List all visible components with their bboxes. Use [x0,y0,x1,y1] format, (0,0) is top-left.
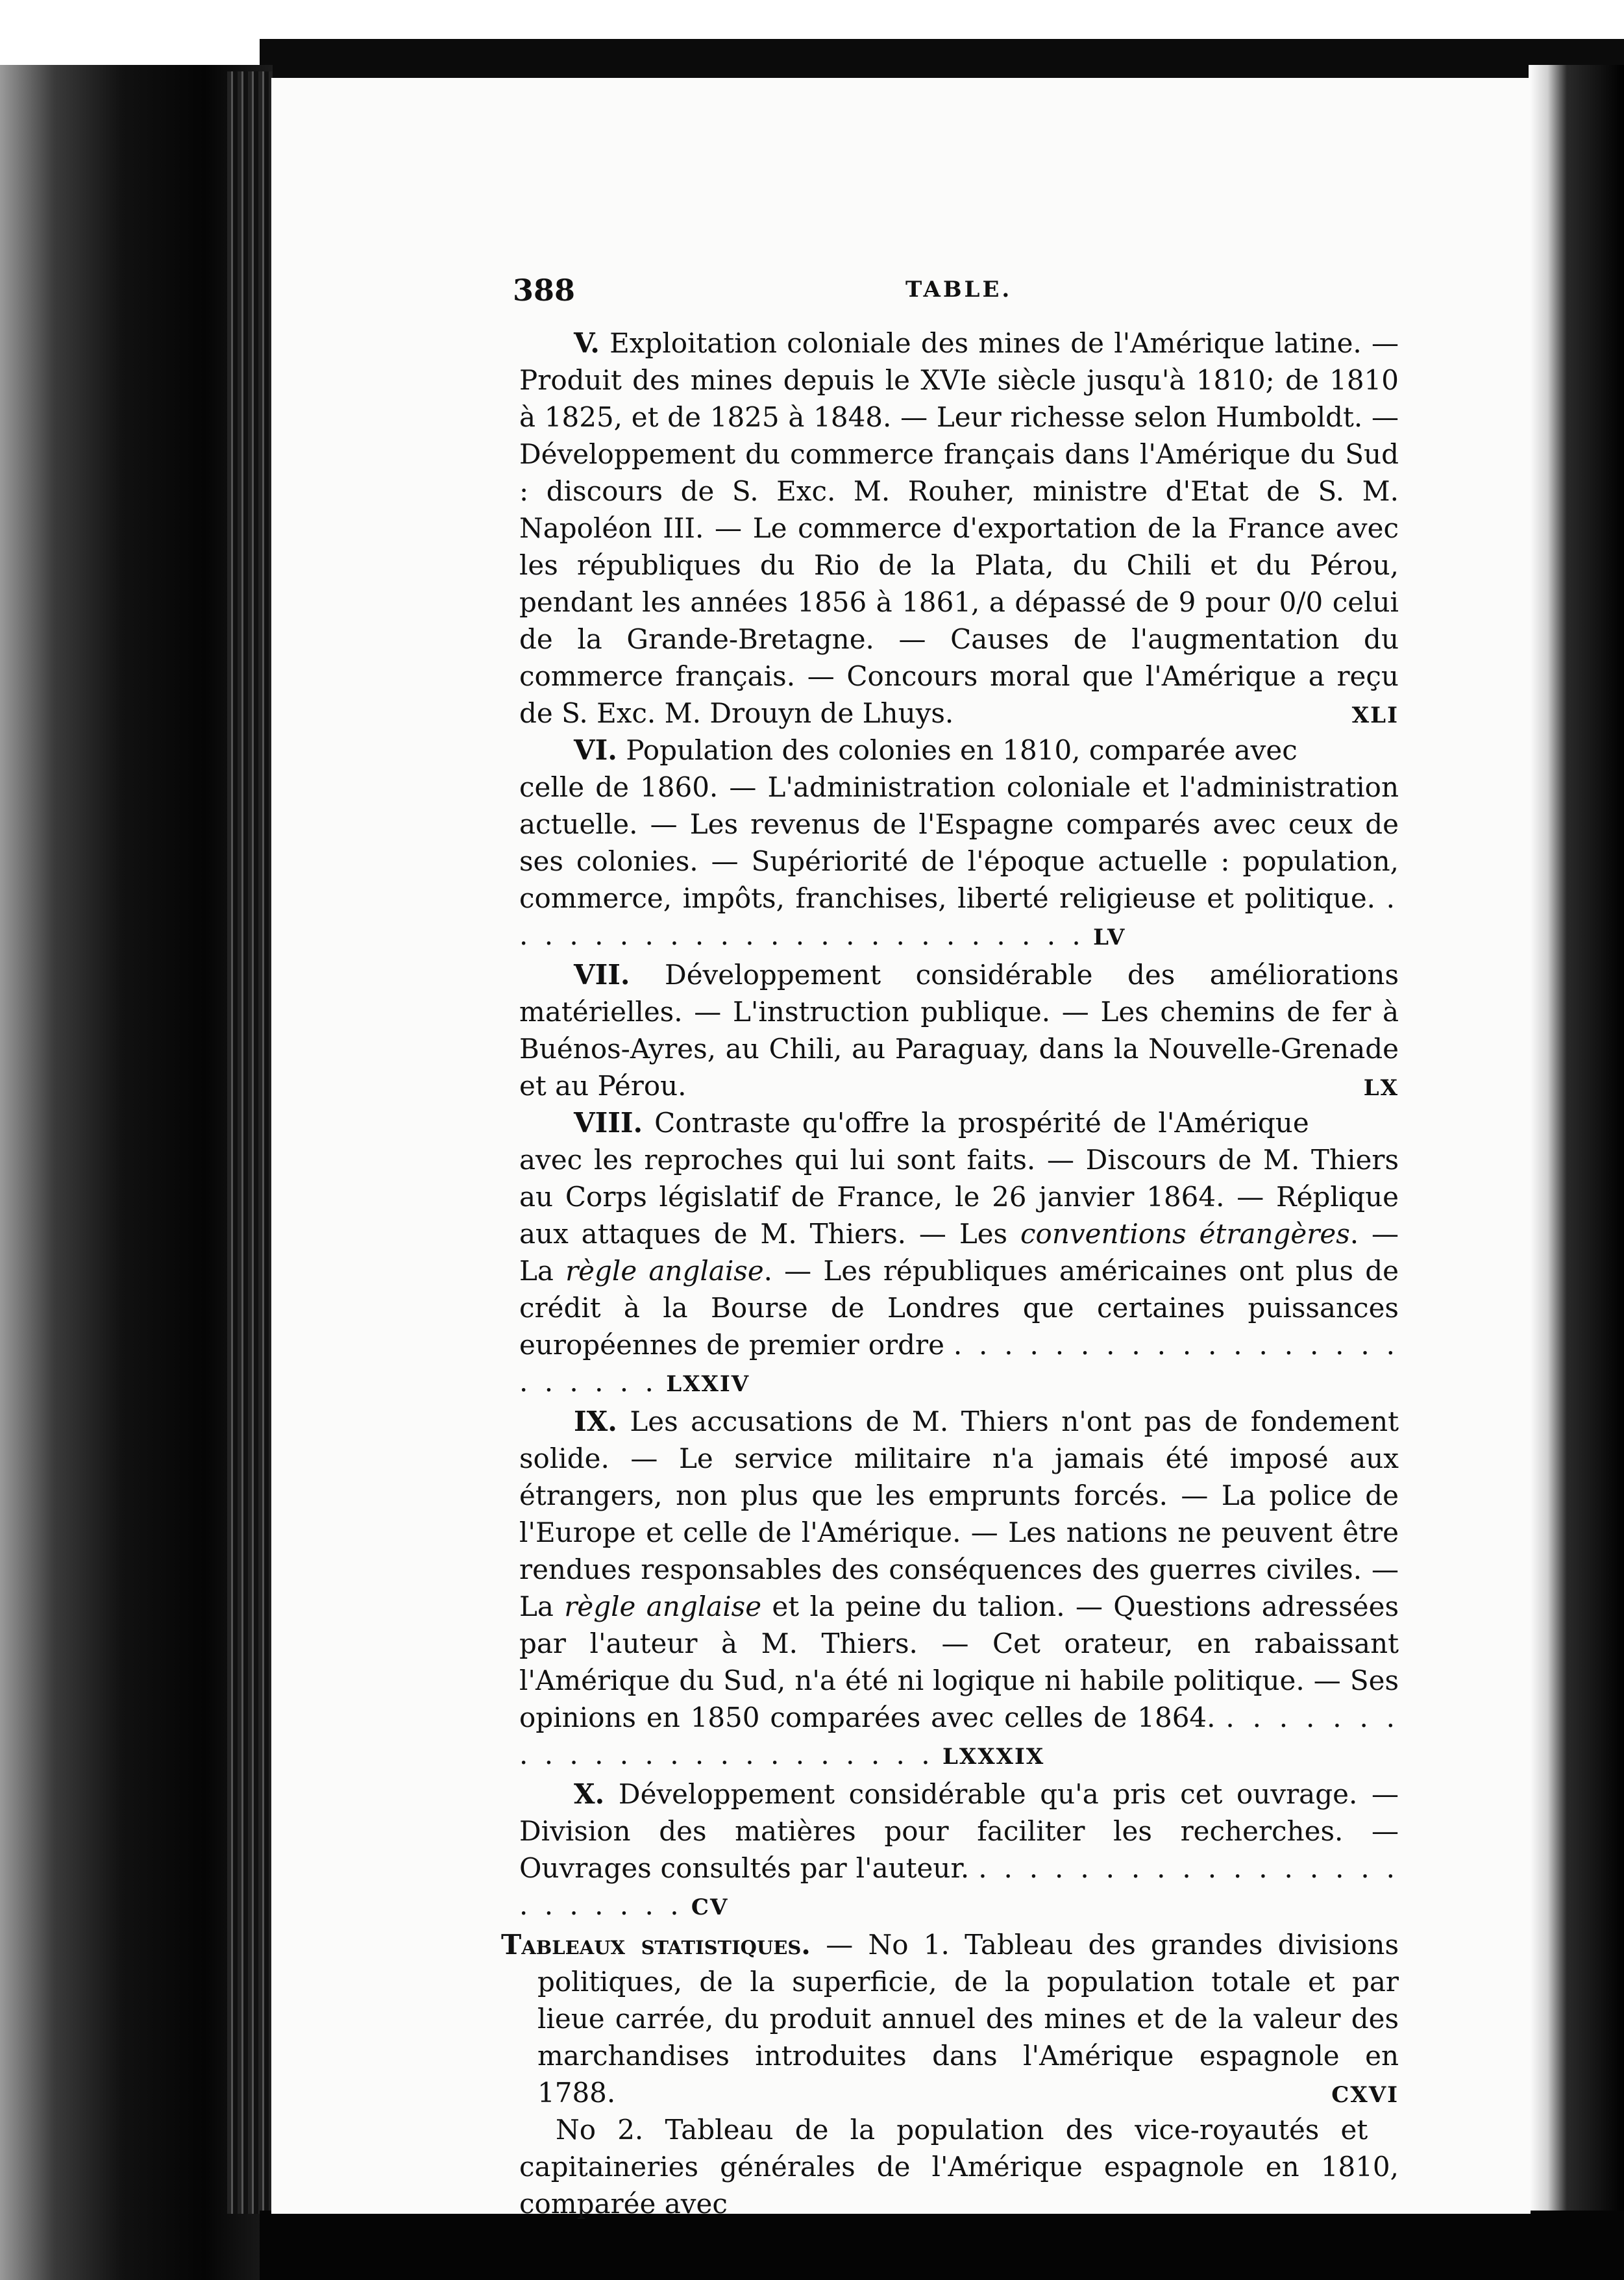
scan-border-right [1529,65,1624,2280]
entry-page-ref: LXXIV [666,1371,750,1397]
entry-label: VII. [574,959,630,991]
entry-label: X. [574,1778,605,1810]
entry-text: Tableau de la population des vice-royautés et capitaineries générales de l'Amérique espagnole en 1810, comparée avec [519,2114,1399,2220]
toc-entry-vii [519,956,1399,1104]
toc-entry-ix [519,1403,1399,1776]
entry-italic: conventions étrangères [1020,1218,1350,1250]
entry-italic: règle anglaise [564,1591,762,1622]
toc-entry-vi [519,732,1399,956]
entry-label: No 2. [556,2114,644,2146]
toc-entry-no2 [519,2111,1399,2222]
entry-label: VI. [574,734,617,766]
entry-text: Exploitation coloniale des mines de l'Amérique latine. — Produit des mines depuis le XVIe siècle jusqu'à 1810; de 1810 à 1825, et de 1825 à 1848. — Leur richesse selon Humboldt. — Développement du commerce français dans l'Amérique du Sud : discours de S. Exc. M. Rouher, ministre d'Etat de S. M. Napoléon III. — Le commerce d'exportation de la France avec les républiques du Rio de la Plata, du Chili et du Pérou, pendant les années 1856 à 1861, a dépassé de 9 pour 0/0 celui de la Grande-Bretagne. — Causes de l'augmentation du commerce français. — Concours moral que l'Amérique a reçu de S. Exc. M. Drouyn de Lhuys. [519,327,1399,729]
entry-text: . — Les républiques américaines ont plus de crédit à la Bourse de Londres que certaines puissances européennes de premier ordre [519,1255,1399,1361]
entry-text: — No 1. Tableau des grandes divisions politiques, de la superficie, de la population totale et par lieue carrée, du produit annuel des mines et de la valeur des marchandises introduites dans l'Amérique espagnole en 1788. [537,1929,1399,2109]
scan-border-top [260,39,1624,79]
entry-label: VIII. [574,1107,643,1139]
page-number: 388 [513,273,576,308]
entry-page-ref: XLI [1351,702,1399,728]
dot-leader: . . . . . . . . . . . . . . . . . . . . . . . . [519,1852,1399,1921]
entry-label: V. [574,327,600,359]
entry-label: IX. [574,1406,617,1437]
toc-entry-v [519,325,1399,732]
entry-page-ref: CV [691,1894,729,1920]
entry-text: Les accusations de M. Thiers n'ont pas de fondement solide. — Le service militaire n'a jamais été imposé aux étrangers, non plus que les emprunts forcés. — La police de l'Europe et celle de l'Amérique. — Les nations ne peuvent être rendues responsables des conséquences des guerres civiles. — La [519,1406,1399,1622]
entry-page-ref: LXXXIX [942,1744,1045,1770]
running-head [513,273,1402,318]
entry-text: Contraste qu'offre la prospérité de l'Amérique avec les reproches qui lui sont faits. — Discours de M. Thiers au Corps législatif de France, le 26 janvier 1864. — Réplique aux attaques de M. Thiers. — Les [519,1107,1399,1250]
entry-label: Tableaux statistiques. [501,1929,811,1961]
toc-entry-tableaux [501,1926,1399,2111]
entry-text: et la peine du talion. — Questions adressées par l'auteur à M. Thiers. — Cet orateur, en rabaissant l'Amérique du Sud, n'a été ni logique ni habile politique. — Ses opinions en 1850 comparées avec celles de 1864. [519,1591,1399,1733]
entry-text: Population des colonies en 1810, comparée avec celle de 1860. — L'administration coloniale et l'administration actuelle. — Les revenus de l'Espagne comparés avec ceux de ses colonies. — Supériorité de l'époque actuelle : population, commerce, impôts, franchises, liberté religieuse et politique. [519,734,1399,914]
entry-page-ref: CXVI [1331,2082,1399,2108]
entry-text: Développement considérable qu'a pris cet ouvrage. — Division des matières pour faciliter les recherches. — Ouvrages consultés par l'auteur. [519,1778,1399,1884]
running-title: TABLE. [905,277,1013,303]
dot-leader: . . . . . . . . . . . . . . . . . . . . . . . . [519,882,1399,951]
entry-text: . — La [519,1218,1399,1287]
toc-entry-x [519,1776,1399,1926]
dot-leader: . . . . . . . . . . . . . . . . . . . . . . . . [519,1702,1399,1770]
dot-leader: . . . . . . . . . . . . . . . . . . . . . . . . [519,1329,1399,1398]
page-edges [227,71,273,2214]
entry-page-ref: LX [1363,1075,1399,1101]
toc-entry-viii [519,1104,1399,1403]
entry-italic: règle anglaise [565,1255,764,1287]
table-of-contents [501,325,1399,2222]
entry-page-ref: LV [1093,924,1126,950]
entry-text: Développement considérable des améliorations matérielles. — L'instruction publique. — Les chemins de fer à Buénos-Ayres, au Chili, au Paraguay, dans la Nouvelle-Grenade et au Pérou. [519,959,1399,1102]
